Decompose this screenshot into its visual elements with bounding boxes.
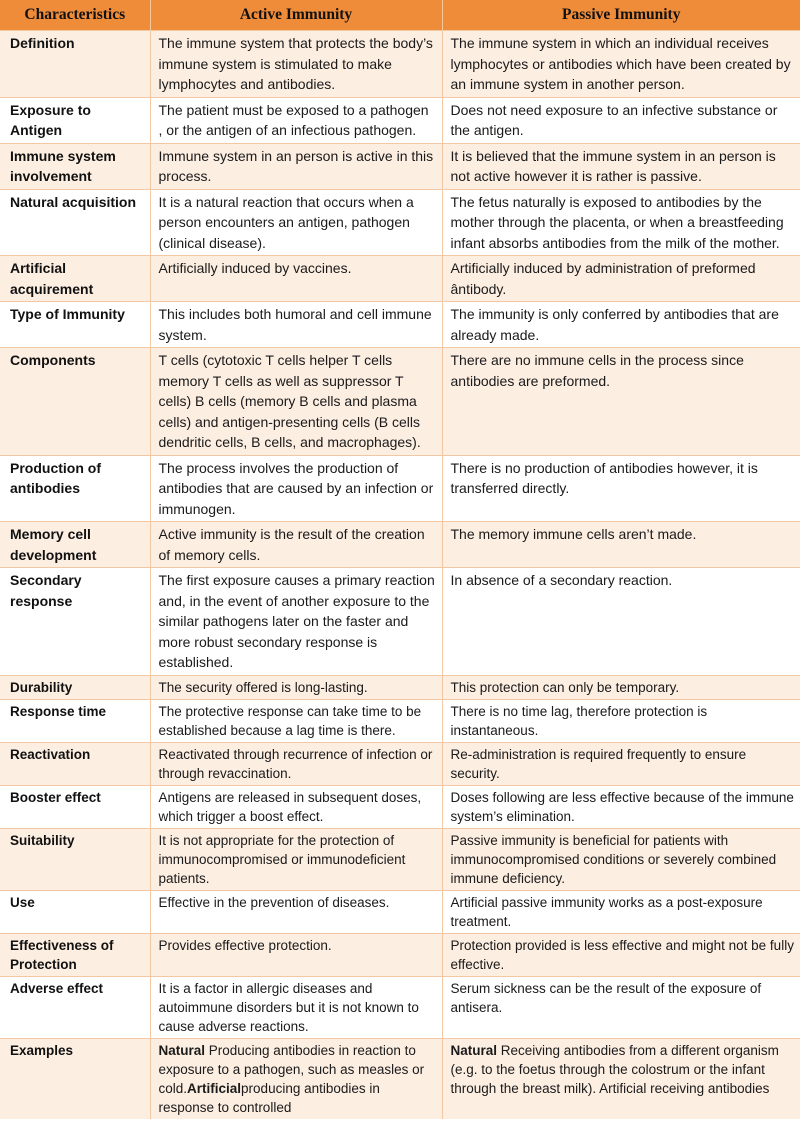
passive-example-more-text: breast milk). Artificial receiving antibodies — [522, 1080, 770, 1096]
table-row — [0, 97, 800, 143]
active-cell: The patient must be exposed to a pathogen , or the antigen of an infectious pathogen. — [150, 97, 442, 143]
passive-cell: There is no time lag, therefore protection is instantaneous. — [442, 699, 800, 742]
passive-cell: It is believed that the immune system in an person is not active however it is rather is passive. — [442, 143, 800, 189]
passive-cell: Artificially induced by administration of preformed ântibody. — [442, 256, 800, 302]
header-row — [0, 0, 800, 31]
passive-cell: Does not need exposure to an infective substance or the antigen. — [442, 97, 800, 143]
passive-cell — [442, 1038, 800, 1119]
passive-example-natural-label: Natural — [450, 1042, 498, 1058]
passive-cell: Protection provided is less effective and might not be fully effective. — [442, 933, 800, 976]
table-row — [0, 348, 800, 456]
characteristic-cell: Durability — [0, 675, 150, 699]
passive-example-natural-text: Receiving antibodies from a different organism (e.g. to the foetus through the colostrum or the infant through the — [450, 1042, 779, 1096]
passive-cell: There are no immune cells in the process since antibodies are preformed. — [442, 348, 800, 456]
characteristic-cell: Components — [0, 348, 150, 456]
characteristic-cell: Secondary response — [0, 568, 150, 676]
active-cell: The first exposure causes a primary reaction and, in the event of another exposure to the similar pathogens later on the faster and more robust secondary response is established. — [150, 568, 442, 676]
passive-cell: There is no production of antibodies however, it is transferred directly. — [442, 455, 800, 522]
table-row — [0, 785, 800, 828]
header-active-immunity: Active Immunity — [150, 0, 442, 31]
passive-cell: Passive immunity is beneficial for patients with immunocompromised conditions or severely combined immune deficiency. — [442, 828, 800, 890]
active-cell: The protective response can take time to be established because a lag time is there. — [150, 699, 442, 742]
active-cell: Antigens are released in subsequent doses, which trigger a boost effect. — [150, 785, 442, 828]
characteristic-cell: Adverse effect — [0, 976, 150, 1038]
passive-cell: Re-administration is required frequently to ensure security. — [442, 742, 800, 785]
characteristic-cell: Memory cell development — [0, 522, 150, 568]
characteristic-cell: Booster effect — [0, 785, 150, 828]
table-row — [0, 31, 800, 98]
active-cell: Artificially induced by vaccines. — [150, 256, 442, 302]
active-example-artificial-text: producing antibodies in response to controlled — [158, 1080, 380, 1115]
table-row — [0, 976, 800, 1038]
passive-cell: Artificial passive immunity works as a post-exposure treatment. — [442, 890, 800, 933]
characteristic-cell: Response time — [0, 699, 150, 742]
active-cell: Reactivated through recurrence of infection or through revaccination. — [150, 742, 442, 785]
active-cell — [150, 1038, 442, 1119]
characteristic-cell: Artificial acquirement — [0, 256, 150, 302]
passive-cell: This protection can only be temporary. — [442, 675, 800, 699]
active-cell: Provides effective protection. — [150, 933, 442, 976]
passive-cell: The memory immune cells aren’t made. — [442, 522, 800, 568]
active-cell: T cells (cytotoxic T cells helper T cells memory T cells as well as suppressor T cells) B cells (memory B cells and plasma cells) and antigen-presenting cells (B cells dendritic cells, B cells, and macrophages). — [150, 348, 442, 456]
table-row — [0, 1038, 800, 1119]
characteristic-cell: Effectiveness of Protection — [0, 933, 150, 976]
table-row — [0, 675, 800, 699]
active-cell: Immune system in an person is active in this process. — [150, 143, 442, 189]
active-cell: The process involves the production of antibodies that are caused by an infection or immunogen. — [150, 455, 442, 522]
characteristic-cell: Natural acquisition — [0, 189, 150, 256]
table-row — [0, 143, 800, 189]
table-row — [0, 189, 800, 256]
active-cell: This includes both humoral and cell immune system. — [150, 302, 442, 348]
table-row — [0, 568, 800, 676]
table-row — [0, 890, 800, 933]
active-example-natural-text: Producing antibodies in reaction to exposure to a pathogen, such as measles or cold. — [158, 1042, 425, 1096]
characteristic-cell: Production of antibodies — [0, 455, 150, 522]
passive-cell: In absence of a secondary reaction. — [442, 568, 800, 676]
active-cell: Active immunity is the result of the creation of memory cells. — [150, 522, 442, 568]
table-row — [0, 742, 800, 785]
active-cell: It is a factor in allergic diseases and autoimmune disorders but it is not known to cause adverse reactions. — [150, 976, 442, 1038]
table-row — [0, 933, 800, 976]
header-passive-immunity: Passive Immunity — [442, 0, 800, 31]
active-cell: It is a natural reaction that occurs when a person encounters an antigen, pathogen (clinical disease). — [150, 189, 442, 256]
passive-cell: The immunity is only conferred by antibodies that are already made. — [442, 302, 800, 348]
table-row — [0, 828, 800, 890]
active-example-natural-label: Natural — [158, 1042, 206, 1058]
passive-cell: Serum sickness can be the result of the exposure of antisera. — [442, 976, 800, 1038]
passive-cell: Doses following are less effective because of the immune system’s elimination. — [442, 785, 800, 828]
active-cell: Effective in the prevention of diseases. — [150, 890, 442, 933]
active-cell: The immune system that protects the body’s immune system is stimulated to make lymphocytes and antibodies. — [150, 31, 442, 98]
table-row — [0, 302, 800, 348]
active-example-artificial-label: Artificial — [187, 1080, 242, 1096]
characteristic-cell: Examples — [0, 1038, 150, 1119]
header-characteristics: Characteristics — [0, 0, 150, 31]
characteristic-cell: Use — [0, 890, 150, 933]
passive-cell: The fetus naturally is exposed to antibodies by the mother through the placenta, or when a breastfeeding infant absorbs antibodies from the milk of the mother. — [442, 189, 800, 256]
table-row — [0, 699, 800, 742]
active-cell: It is not appropriate for the protection of immunocompromised or immunodeficient patients. — [150, 828, 442, 890]
characteristic-cell: Definition — [0, 31, 150, 98]
characteristic-cell: Type of Immunity — [0, 302, 150, 348]
table-row — [0, 256, 800, 302]
characteristic-cell: Suitability — [0, 828, 150, 890]
passive-cell: The immune system in which an individual receives lymphocytes or antibodies which have been created by an immune system in another person. — [442, 31, 800, 98]
characteristic-cell: Immune system involvement — [0, 143, 150, 189]
characteristic-cell: Reactivation — [0, 742, 150, 785]
table-body — [0, 31, 800, 1119]
table-row — [0, 455, 800, 522]
characteristic-cell: Exposure to Antigen — [0, 97, 150, 143]
table-row — [0, 522, 800, 568]
active-cell: The security offered is long-lasting. — [150, 675, 442, 699]
